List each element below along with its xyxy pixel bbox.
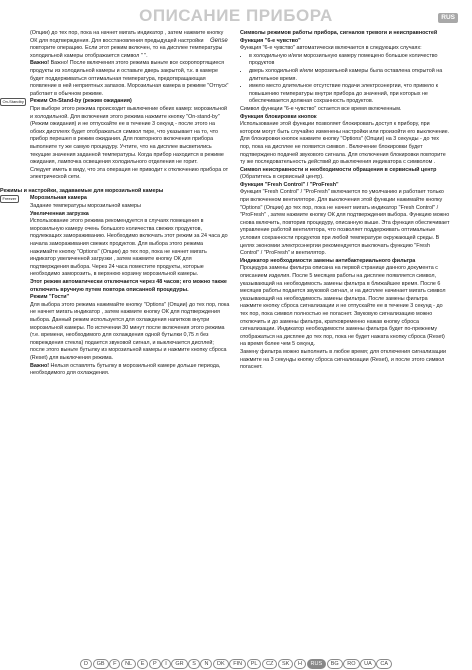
list-item: • в холодильную и/или морозильную камеру помещено большое количество продуктов — [249, 53, 450, 68]
guest-text: Для выбора этого режима нажимайте кнопку "Options" (Опции) до тех пор, пока не начнет мигать индикатор , затем нажмите кнопку ОК для подтверждения выбора. Данный режим используется для охлаждения напитков внутри морозильной камеры. По истечении 30 минут после включения этого режима (т.е. времени, необходимого для охлаждения одной бутылки 0,75 л без повреждения стекла) подается звуковой сигнал, и выключается дисплей; после этого выньте бутылку из морозильной камеры и нажмите кнопку сброса (Reset) для выключения режима. — [30, 301, 230, 361]
left-column — [0, 30, 230, 378]
language-pill-bg: BG — [327, 659, 343, 669]
freezer-section-heading: Режимы и настройки, задаваемые для морозильной камеры — [0, 187, 164, 194]
language-pill-rus: RUS — [307, 659, 327, 669]
fresh-title: Функция "Fresh Control" / "ProFresh" — [240, 181, 339, 188]
load-title: Увеличенная загрузка — [30, 210, 89, 217]
guest-warning-text: Нельзя оставлять бутылку в морозильной камере дольше периода, необходимого для охлаждения. — [30, 362, 221, 377]
language-pill-gr: GR — [171, 659, 187, 669]
load-text: Использование этого режима рекомендуется в случаях помещения в морозильную камеру очень большого количества свежих продуктов, подлежащих замораживанию. Необходимо включать этот режим за 24 часа до начала замораживания свежих продуктов. Для выбора этого режима нажимайте кнопку "Options" (Опции) до тех пор, пока не начнет мигать индикатор увеличенной загрузки , затем нажмите кнопку ОК для подтверждения выбора. Через 24 часа поместите продукты, которые необходимо заморозить, в верхнюю корзину морозильной камеры. — [30, 218, 228, 278]
freezer-icon: Freezer — [0, 195, 19, 203]
language-pill-ua: UA — [360, 659, 376, 669]
list-item: • дверь холодильной и/или морозильной камеры была оставлена открытой на длительное время. — [249, 68, 450, 83]
sixth-sense-icon: Gense — [210, 37, 228, 44]
vacation-warning: Важно! Важно! После включения этого режима выньте все скоропортящиеся продукты из холодильной камеры и оставьте дверь закрытой, т.к. в камере будет поддерживаться оптимальная температура, предотвращающая появление в ней неприятных запахов. Морозильная камера в режиме "Отпуск" работает в обычном режиме. — [30, 60, 229, 97]
vacation-paragraph: (Опции) до тех пор, пока на начнет мигать индикатор , затем нажмите кнопку ОК для подтверждения. Для восстановления предыдущей настройки повторите операцию. Если этот режим включен, то на дисплее температуры холодильной камеры отображается символ " ". — [30, 30, 224, 59]
language-pill-gb: GB — [93, 659, 109, 669]
language-pill-f: F — [109, 659, 120, 669]
language-pill-fin: FIN — [229, 659, 246, 669]
language-pill-n: N — [200, 659, 212, 669]
language-bar — [0, 652, 472, 670]
language-pill-nl: NL — [121, 659, 136, 669]
lock-text: Использование этой функции позволяет блокировать доступ к прибору, при котором могут быть случайно изменены настройки или произойти его выключение. Для блокировки кнопок нажмите кнопку "Options" (Опции) на 3 секунды - до тех пор, пока на дисплее не появится символ . Включение блокировки будет подтверждено подачей звукового сигнала. Для отключения блокировки повторите ту же последовательность действий до выключения индикатора с символом . — [240, 121, 450, 166]
standby-icon: On-Standby — [0, 98, 26, 106]
sense-end: Символ функции "6-е чувство" остается все время включенным. — [240, 105, 402, 112]
page-header — [0, 5, 472, 27]
guest-title: Режим "Гости" — [30, 294, 70, 301]
vacation-warning-text: Важно! После включения этого режима выньте все скоропортящиеся продукты из холодильной камеры и оставьте дверь закрытой, т.к. в камере будет поддерживаться оптимальная температура, предотвращающая появление в ней неприятных запахов. Морозильная камера в режиме "Отпуск" работает в обычном режиме. — [30, 60, 229, 97]
language-pill-ro: RO — [343, 659, 359, 669]
language-pill-h: H — [294, 659, 306, 669]
sense-title: Функция "6-е чувство" — [240, 37, 301, 44]
language-pill-i: I — [161, 659, 171, 669]
language-pill-s: S — [188, 659, 200, 669]
lock-title: Функция блокировки кнопок — [240, 113, 317, 120]
fault-title: Символ неисправности и необходимости обращения в сервисный центр — [240, 166, 437, 173]
sense-block — [210, 37, 450, 114]
filter-end: Замену фильтра можно выполнить в любое время; для отключения сигнализации нажмите на 3 секунды кнопку сброса сигнализации (Reset), и после этого символ погаснет. — [240, 348, 446, 371]
guest-warning-label: Важно! — [30, 362, 50, 369]
language-pill-dk: DK — [213, 659, 229, 669]
list-item: • имело место длительное отсутствие подачи электроэнергии, что привело к повышению температуры внутри прибора до значений, при которых не обеспечивается должная сохранность продуктов. — [249, 83, 450, 106]
standby-text: При выборе этого режима происходит выключение обеих камер: морозильной и холодильной. Для включения этого режима нажмите кнопку "On-stand-by" (Режим ожидания) и не отпускайте ее в течение 3 секунд - после этого на обоих дисплеях будет отображаться символ тире, что указывает на то, что прибор перешел в режим ожидания. Для повторного включения прибора выполните ту же самую процедуру. Учтите, что на дисплее высветились текущие значения заданной температуры. Когда прибор находится в режиме ожидания, лампочка освещения холодильного отделения не горит. — [30, 105, 228, 166]
freezer-title: Морозильная камера — [30, 195, 87, 202]
load-warning: Этот режим автоматически отключается через 48 часов; его можно также отключить вручную путем повтора описанной процедуры. — [30, 279, 227, 293]
sense-list — [240, 53, 450, 106]
right-column — [210, 30, 450, 372]
page-title: ОПИСАНИЕ ПРИБОРА — [139, 6, 333, 25]
guest-warning — [30, 363, 230, 378]
language-pill-d: D — [80, 659, 92, 669]
language-pill-pl: PL — [247, 659, 262, 669]
filter-title: Индикатор необходимости замены антибактериального фильтра — [240, 257, 416, 264]
standby-note: Следует иметь в виду, что эта операция не приводит к отключению прибора от электрической сети. — [30, 166, 229, 181]
language-pill-p: P — [149, 659, 161, 669]
language-pill-sk: SK — [278, 659, 293, 669]
language-pill-cz: CZ — [262, 659, 277, 669]
filter-text: Процедура замены фильтра описана на первой странице данного документа с описанием изделия. После 5 месяцев работы на дисплее появляется символ, указывающий на необходимость замены фильтра в ближайшее время. После 6 месяцев работы подается звуковой сигнал, и на дисплее начинает мигать символ указывающий на необходимость замены фильтра. После замены фильтра нажмите кнопку сброса сигнализации и не отпускайте ее в течение 3 секунд - до тех пор, пока символ полностью не погаснет. Звуковую сигнализацию можно отключить и до замены фильтра, кратковременно нажав кнопку сброса сигнализации. Индикатор необходимости замены фильтра будет по-прежнему отображаться на дисплее до тех пор, пока не будет нажата кнопку сброса (Reset) на время более чем 5 секунд. — [240, 265, 446, 348]
symbols-section-heading: Символы режимов работы прибора, сигналов тревоги и неисправностей — [240, 30, 438, 36]
fault-block — [240, 167, 450, 175]
standby-block — [2, 98, 230, 182]
freezer-text: Задание температуры морозильной камеры — [30, 203, 141, 210]
freezer-block — [2, 195, 230, 377]
language-pill-ca: CA — [376, 659, 392, 669]
fresh-text: Функция "Fresh Control" / "ProFresh" включается по умолчанию и работает только при включенном вентиляторе. Для выключения этой функции нажимайте кнопку "Options" (Опции) до тех пор, пока не начнет мигать индикатор "Fresh Control" / "ProFresh" , затем нажмите кнопку ОК для подтверждения выбора. Функцию можно снова включить, повторив процедуру, описанную выше. Эта функция обеспечивает управление работой вентилятора, что позволяет поддерживать оптимальные условия сохранности продуктов при любой температуре окружающей среды. В целях экономии электроэнергии рекомендуется выключать функцию "Fresh Control" / "ProFresh" и вентилятор. — [240, 189, 450, 257]
standby-title: Режим On-Stand-by (режим ожидания) — [30, 98, 132, 105]
fault-text: (Обратитесь в сервисный центр). — [240, 174, 324, 181]
language-badge: RUS — [438, 13, 458, 23]
language-pill-e: E — [137, 659, 149, 669]
sense-intro: Функция "6-е чувство" автоматически включается в следующих случаях: — [240, 45, 422, 52]
